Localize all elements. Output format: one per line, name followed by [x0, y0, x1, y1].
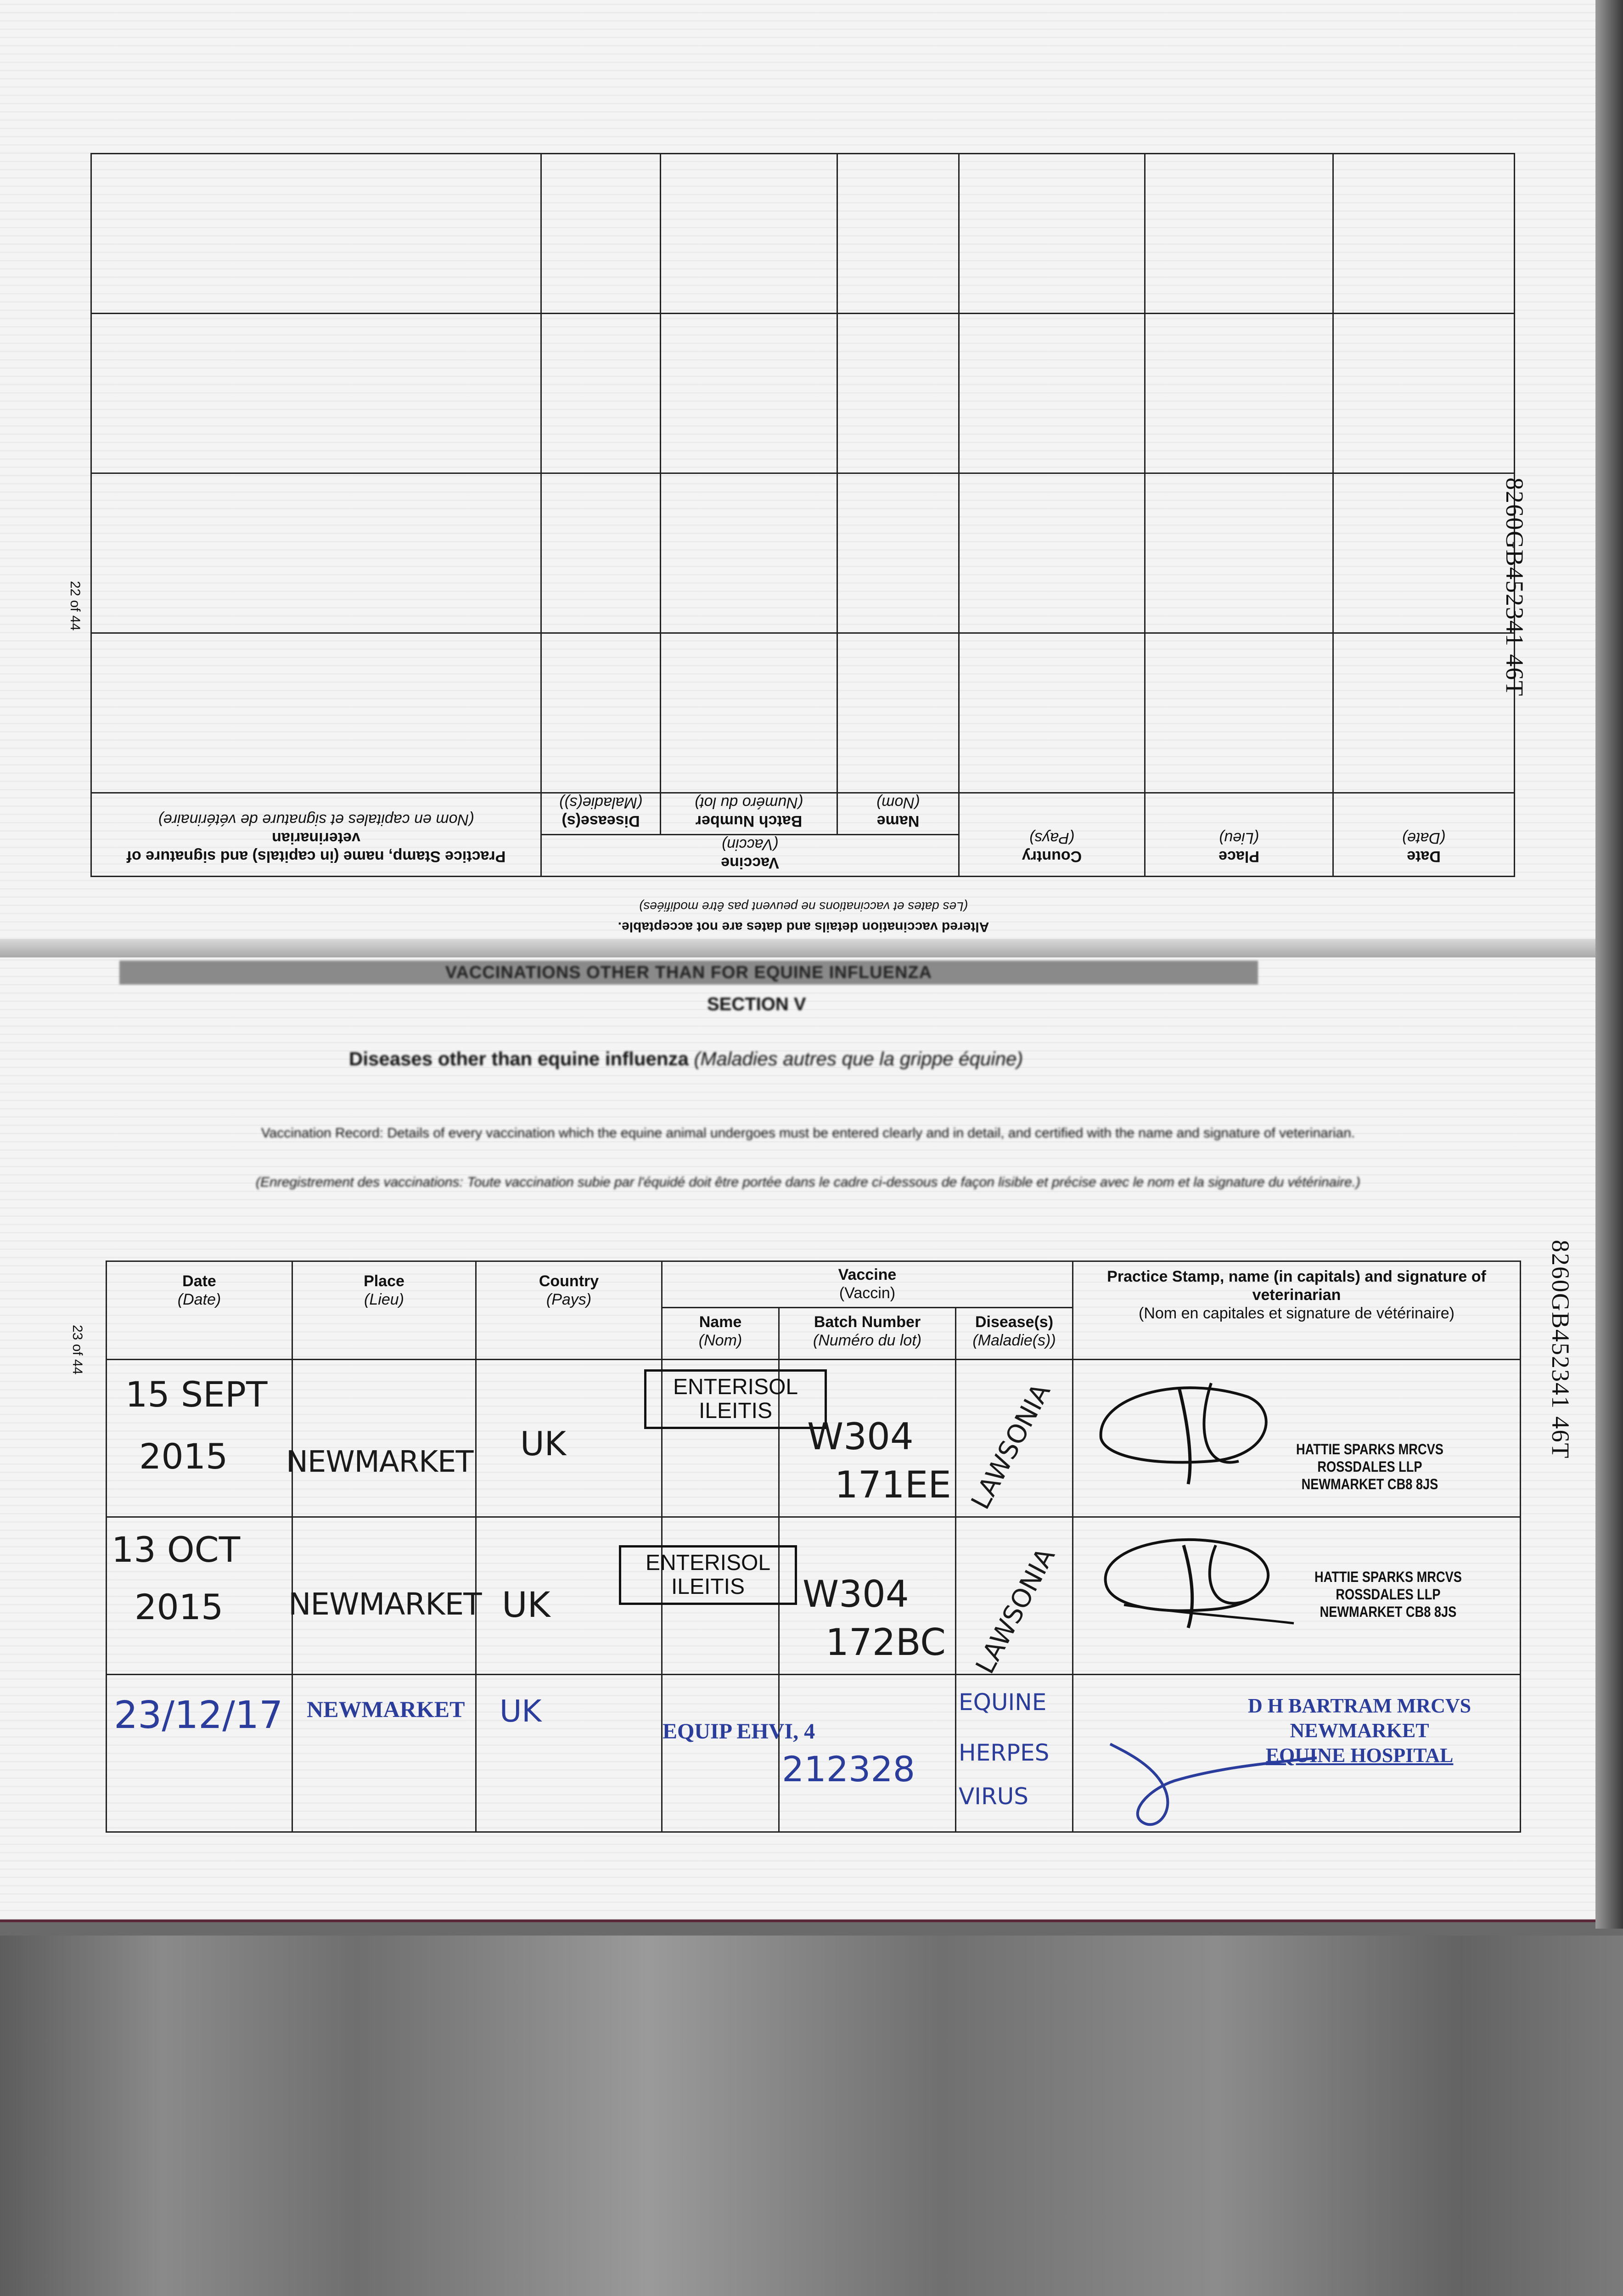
place-cell [286, 1360, 476, 1517]
disease-value: LAWSONIA [966, 1379, 1056, 1514]
batch-cell [779, 1517, 956, 1675]
batch-cell [779, 1360, 956, 1517]
vaccine-stamp: ENTERISOL ILEITIS [644, 1369, 827, 1429]
disease-cell [956, 1675, 1073, 1832]
caption-french: (Les dates et vaccinations ne peuvent pas être modifiées) [639, 900, 968, 914]
upper-header-date: Date (Date) [1333, 793, 1515, 877]
upper-empty-row [91, 473, 1515, 633]
upper-header-place: Place (Lieu) [1145, 793, 1333, 877]
date-line2: 2015 [135, 1587, 224, 1627]
disease-line1: EQUINE [959, 1689, 1047, 1716]
header-place: Place (Lieu) [292, 1261, 476, 1360]
vet-cell [1073, 1675, 1521, 1832]
header-vaccine: Vaccine (Vaccin) [662, 1261, 1073, 1308]
disease-value: LAWSONIA [970, 1543, 1061, 1679]
vaccine-name-cell [662, 1360, 798, 1517]
batch-line2: 171EE [835, 1463, 951, 1506]
vet-stamp: HATTIE SPARKS MRCVS ROSSDALES LLP NEWMARKET CB8 8JS [1314, 1569, 1462, 1620]
upper-page-number: 22 of 44 [67, 581, 83, 631]
scanner-edge [1595, 0, 1623, 1929]
date-line1: 23/12/17 [114, 1694, 283, 1737]
upper-header-row [91, 835, 1515, 877]
header-row [107, 1261, 1521, 1308]
disease-cell [956, 1517, 1073, 1679]
batch-line1: W304 [807, 1415, 914, 1458]
place-value: NEWMARKET [288, 1587, 482, 1622]
country-value: UK [520, 1424, 566, 1463]
date-line1: 13 OCT [112, 1529, 241, 1570]
country-value: UK [500, 1694, 542, 1729]
disease-cell [956, 1360, 1073, 1517]
section-title: VACCINATIONS OTHER THAN FOR EQUINE INFLUENZA [119, 961, 1258, 985]
batch-line1: W304 [803, 1573, 909, 1615]
table-row [107, 1517, 1521, 1675]
upper-vaccination-table [90, 153, 1515, 877]
vaccine-name-cell [662, 1675, 815, 1832]
table-row [107, 1675, 1521, 1832]
upper-header-diseases: Disease(s) (Maladie(s)) [541, 793, 661, 835]
place-cell [288, 1517, 482, 1675]
upper-document-id: 8260GB452341 46T [1501, 478, 1528, 697]
place-value: NEWMARKET [307, 1696, 465, 1722]
batch-line1: 212328 [782, 1749, 915, 1790]
upper-header-name: Name (Nom) [837, 793, 959, 835]
header-batch: Batch Number (Numéro du lot) [779, 1308, 956, 1360]
upper-empty-row [91, 314, 1515, 473]
header-date: Date (Date) [107, 1261, 292, 1360]
vaccination-record-text: Vaccination Record: Details of every vaccination which the equine animal undergoes must be entered clearly and in detail, and certified with the name and signature of veterinarian. [261, 1125, 1355, 1141]
country-cell [476, 1675, 662, 1832]
vet-stamp: HATTIE SPARKS MRCVS ROSSDALES LLP NEWMARKET CB8 8JS [1296, 1441, 1443, 1492]
vet-signature [1096, 1527, 1298, 1646]
upper-header-batch: Batch Number (Numéro du lot) [661, 793, 837, 835]
date-cell [107, 1675, 292, 1832]
header-stamp: Practice Stamp, name (in capitals) and signature of veterinarian (Nom en capitales et signature de vétérinaire) [1073, 1261, 1521, 1360]
vet-stamp: D H BARTRAM MRCVS NEWMARKET EQUINE HOSPITAL [1248, 1694, 1471, 1767]
diseases-heading: Diseases other than equine influenza (Maladies autres que la grippe équine) [349, 1048, 1023, 1069]
upper-empty-row [91, 633, 1515, 793]
country-value: UK [502, 1584, 550, 1625]
upper-header-stamp: Practice Stamp, name (in capitals) and signature of veterinarian (Nom en capitales et signature de vétérinaire) [91, 793, 541, 877]
vaccine-name-cell [645, 1517, 779, 1675]
header-country: Country (Pays) [476, 1261, 662, 1360]
scanner-background [0, 1936, 1623, 2296]
vaccine-value: EQUIP EHVI, 4 [663, 1719, 815, 1744]
vaccine-stamp: ENTERISOL ILEITIS [619, 1545, 797, 1605]
vet-signature [1096, 1369, 1289, 1489]
place-value: NEWMARKET [286, 1445, 473, 1479]
upper-header-country: Country (Pays) [959, 793, 1145, 877]
header-name: Name (Nom) [662, 1308, 779, 1360]
batch-line2: 172BC [826, 1621, 946, 1664]
batch-cell [779, 1675, 956, 1832]
date-cell [107, 1517, 292, 1675]
date-cell [107, 1360, 292, 1517]
vaccination-table [106, 1261, 1521, 1833]
header-diseases: Disease(s) (Maladie(s)) [956, 1308, 1073, 1360]
section-number: SECTION V [707, 994, 806, 1014]
upper-header-vaccine: Vaccine (Vaccin) [541, 835, 959, 877]
vet-cell [1073, 1360, 1521, 1517]
vet-cell [1073, 1517, 1521, 1675]
page-gutter [0, 939, 1623, 957]
upper-page-content [92, 83, 1515, 937]
disease-line2: HERPES [959, 1739, 1050, 1766]
date-line1: 15 SEPT [125, 1374, 268, 1415]
country-cell [476, 1360, 662, 1517]
table-row [107, 1360, 1521, 1517]
vaccination-record-text-fr: (Enregistrement des vaccinations: Toute vaccination subie par l'équidé doit être portée dans le cadre ci-dessous de façon lisible et précise avec le nom et la signature du vétérinaire.) [256, 1175, 1360, 1190]
upper-empty-row [91, 154, 1515, 314]
lower-document-id: 8260GB452341 46T [1547, 1240, 1574, 1459]
date-line2: 2015 [139, 1436, 228, 1477]
upper-caption [92, 886, 1515, 937]
caption-bold: Altered vaccination details and dates are not acceptable. [618, 919, 989, 934]
lower-page-number: 23 of 44 [70, 1325, 85, 1375]
place-cell [292, 1675, 476, 1832]
disease-line3: VIRUS [959, 1783, 1029, 1810]
